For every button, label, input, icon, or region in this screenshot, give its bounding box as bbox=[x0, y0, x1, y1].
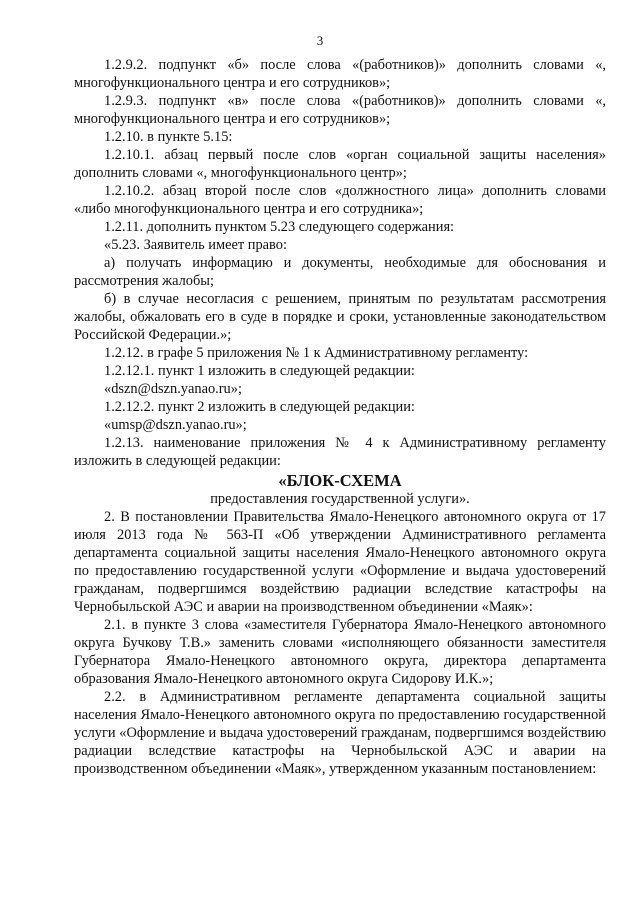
paragraph: 1.2.12. в графе 5 приложения № 1 к Административному регламенту: bbox=[104, 345, 529, 361]
paragraph: 2. В постановлении Правительства Ямало-Ненецкого автономного округа от 17 июля 2013 года № 563-П «Об утверждении Административного регламента департамента социальной защиты населения Ямало-Ненецкого автономного округа по предоставлению государственной услуги «Оформление и выдача удостоверений гражданам, подвергшимся воздействию радиации вследствие катастрофы на Чернобыльской АЭС и аварии на производственном объединении «Маяк»: bbox=[74, 509, 606, 615]
paragraph: 1.2.10.2. абзац второй после слов «должностного лица» дополнить словами «либо многофункционального центра и его сотрудника»; bbox=[74, 183, 606, 217]
paragraph: 1.2.13. наименование приложения № 4 к Административному регламенту изложить в следующей редакции: bbox=[74, 435, 606, 469]
paragraph: «5.23. Заявитель имеет право: bbox=[104, 237, 287, 253]
section-heading: «БЛОК-СХЕМА bbox=[278, 471, 402, 490]
section-subheading: предоставления государственной услуги». bbox=[210, 491, 470, 507]
paragraph: а) получать информацию и документы, необходимые для обоснования и рассмотрения жалобы; bbox=[74, 255, 606, 289]
paragraph: б) в случае несогласия с решением, принятым по результатам рассмотрения жалобы, обжаловать его в суде в порядке и сроки, установленные законодательством Российской Федерации.»; bbox=[74, 291, 606, 343]
page-number: 3 bbox=[316, 33, 324, 48]
document-body bbox=[74, 56, 606, 778]
paragraph: 2.2. в Административном регламенте департамента социальной защиты населения Ямало-Ненецкого автономного округа по предоставлению государственной услуги «Оформление и выдача удостоверений гражданам, подвергшимся воздействию радиации вследствие катастрофы на Чернобыльской АЭС и аварии на производственном объединении «Маяк», утвержденном указанным постановлением: bbox=[74, 689, 606, 777]
paragraph: 1.2.10.1. абзац первый после слов «орган социальной защиты населения» дополнить словами «, многофункционального центр»; bbox=[74, 147, 606, 181]
paragraph: 1.2.9.3. подпункт «в» после слова «(работников)» дополнить словами «, многофункционального центра и его сотрудников»; bbox=[74, 93, 606, 127]
paragraph: 1.2.9.2. подпункт «б» после слова «(работников)» дополнить словами «, многофункционального центра и его сотрудников»; bbox=[74, 57, 606, 91]
paragraph: 1.2.11. дополнить пунктом 5.23 следующего содержания: bbox=[104, 219, 455, 235]
paragraph: 1.2.10. в пункте 5.15: bbox=[104, 129, 233, 145]
paragraph: «umsp@dszn.yanao.ru»; bbox=[104, 417, 247, 433]
paragraph: 1.2.12.2. пункт 2 изложить в следующей редакции: bbox=[104, 399, 415, 415]
paragraph: «dszn@dszn.yanao.ru»; bbox=[104, 381, 242, 397]
paragraph: 1.2.12.1. пункт 1 изложить в следующей редакции: bbox=[104, 363, 415, 379]
paragraph: 2.1. в пункте 3 слова «заместителя Губернатора Ямало-Ненецкого автономного округа Бучкову Т.В.» заменить словами «исполняющего обязанности заместителя Губернатора Ямало-Ненецкого автономного округа, директора департамента образования Ямало-Ненецкого автономного округа Сидорову И.К.»; bbox=[74, 617, 606, 687]
